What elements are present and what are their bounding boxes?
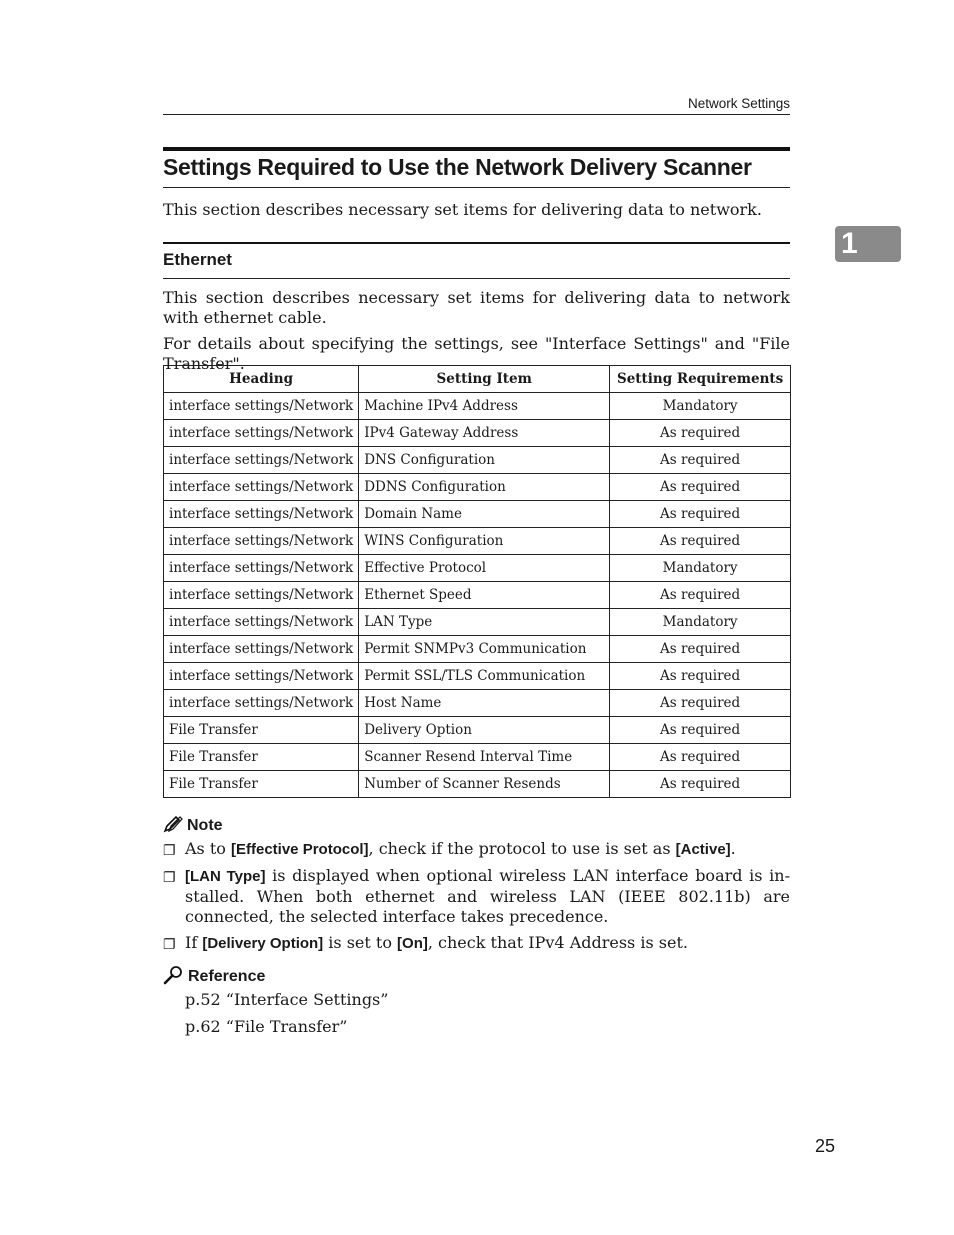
table-row — [164, 420, 791, 447]
cell-requirement: Mandatory — [610, 393, 791, 420]
reference-heading — [163, 965, 265, 989]
cell-heading: File Transfer — [164, 744, 359, 771]
cell-setting-item: WINS Configuration — [359, 528, 610, 555]
table-row — [164, 636, 791, 663]
note-item — [163, 839, 790, 860]
section-intro: This section describes necessary set items for delivering data to network. — [163, 200, 762, 219]
column-header-heading: Heading — [164, 366, 359, 393]
subsection-rule — [163, 242, 790, 244]
cell-heading: interface settings/Network — [164, 555, 359, 582]
reference-label: Reference — [188, 968, 266, 985]
table-header-row — [164, 366, 791, 393]
cell-heading: interface settings/Network — [164, 420, 359, 447]
note-label: Note — [187, 817, 223, 834]
note-text: . — [730, 839, 736, 858]
cell-heading: File Transfer — [164, 771, 359, 798]
cell-heading: interface settings/Network — [164, 474, 359, 501]
ui-term: [Effective Protocol] — [231, 841, 369, 858]
table-row — [164, 663, 791, 690]
cell-setting-item: Domain Name — [359, 501, 610, 528]
cell-setting-item: Permit SNMPv3 Communication — [359, 636, 610, 663]
cell-requirement: As required — [610, 690, 791, 717]
cell-heading: interface settings/Network — [164, 663, 359, 690]
table-row — [164, 474, 791, 501]
ui-term: [Active] — [675, 841, 731, 858]
title-rule — [163, 147, 790, 151]
cell-heading: interface settings/Network — [164, 690, 359, 717]
cell-setting-item: LAN Type — [359, 609, 610, 636]
note-text: If — [185, 933, 203, 952]
pencil-icon — [163, 815, 183, 837]
table-row — [164, 717, 791, 744]
cell-setting-item: Permit SSL/TLS Communication — [359, 663, 610, 690]
page-number: 25 — [814, 1136, 835, 1156]
cell-requirement: As required — [610, 717, 791, 744]
table-row — [164, 393, 791, 420]
cell-setting-item: Delivery Option — [359, 717, 610, 744]
subsection-paragraph: This section describes necessary set items for delivering data to network with ethernet cable. — [163, 288, 790, 327]
note-item — [163, 933, 790, 954]
note-text: is set to — [323, 933, 398, 952]
cell-setting-item: Effective Protocol — [359, 555, 610, 582]
cell-requirement: As required — [610, 663, 791, 690]
subsection-title: Ethernet — [163, 250, 790, 279]
note-item — [163, 866, 790, 927]
cell-requirement: As required — [610, 447, 791, 474]
cell-setting-item: Scanner Resend Interval Time — [359, 744, 610, 771]
table-row — [164, 609, 791, 636]
cell-requirement: As required — [610, 771, 791, 798]
ui-term: [On] — [397, 935, 428, 952]
table-row — [164, 555, 791, 582]
cell-requirement: As required — [610, 528, 791, 555]
cell-requirement: As required — [610, 501, 791, 528]
cell-setting-item: IPv4 Gateway Address — [359, 420, 610, 447]
note-heading — [163, 815, 223, 837]
subsection-paragraph-details: For details about specifying the settings, see "Interface Settings" and "File Transfer". — [163, 334, 790, 373]
cell-heading: interface settings/Network — [164, 447, 359, 474]
cell-setting-item: Machine IPv4 Address — [359, 393, 610, 420]
reference-link-file-transfer[interactable]: p.62 “File Transfer” — [185, 1017, 348, 1036]
section-title: Settings Required to Use the Network Delivery Scanner — [163, 154, 790, 188]
magnifier-icon — [163, 965, 185, 989]
cell-requirement: As required — [610, 420, 791, 447]
note-text: is displayed when optional wireless LAN interface board is in-stalled. When both ethernet and wireless LAN (IEEE 802.11b) are connected, the selected interface takes precedence. — [185, 866, 790, 926]
column-header-setting-requirements: Setting Requirements — [610, 366, 791, 393]
cell-requirement: As required — [610, 636, 791, 663]
cell-heading: interface settings/Network — [164, 582, 359, 609]
cell-heading: interface settings/Network — [164, 636, 359, 663]
cell-requirement: Mandatory — [610, 609, 791, 636]
cell-setting-item: Ethernet Speed — [359, 582, 610, 609]
cell-heading: interface settings/Network — [164, 609, 359, 636]
running-header: Network Settings — [163, 96, 790, 115]
cell-heading: interface settings/Network — [164, 393, 359, 420]
table-row — [164, 744, 791, 771]
table-row — [164, 690, 791, 717]
cell-requirement: As required — [610, 474, 791, 501]
column-header-setting-item: Setting Item — [359, 366, 610, 393]
cell-setting-item: DDNS Configuration — [359, 474, 610, 501]
cell-heading: interface settings/Network — [164, 501, 359, 528]
settings-table — [163, 365, 791, 798]
cell-requirement: Mandatory — [610, 555, 791, 582]
table-row — [164, 582, 791, 609]
cell-heading: File Transfer — [164, 717, 359, 744]
chapter-tab: 1 — [835, 226, 901, 262]
cell-heading: interface settings/Network — [164, 528, 359, 555]
reference-link-interface-settings[interactable]: p.52 “Interface Settings” — [185, 990, 389, 1009]
table-row — [164, 771, 791, 798]
checkbox-bullet-icon: ❐ — [163, 870, 176, 886]
checkbox-bullet-icon: ❐ — [163, 843, 176, 859]
table-row — [164, 447, 791, 474]
note-text: As to — [185, 839, 231, 858]
cell-setting-item: DNS Configuration — [359, 447, 610, 474]
note-text: , check that IPv4 Address is set. — [427, 933, 688, 952]
table-row — [164, 528, 791, 555]
cell-requirement: As required — [610, 744, 791, 771]
note-text: , check if the protocol to use is set as — [368, 839, 676, 858]
table-row — [164, 501, 791, 528]
cell-setting-item: Host Name — [359, 690, 610, 717]
checkbox-bullet-icon: ❐ — [163, 937, 176, 953]
cell-setting-item: Number of Scanner Resends — [359, 771, 610, 798]
ui-term: [LAN Type] — [185, 868, 266, 885]
ui-term: [Delivery Option] — [202, 935, 324, 952]
cell-requirement: As required — [610, 582, 791, 609]
